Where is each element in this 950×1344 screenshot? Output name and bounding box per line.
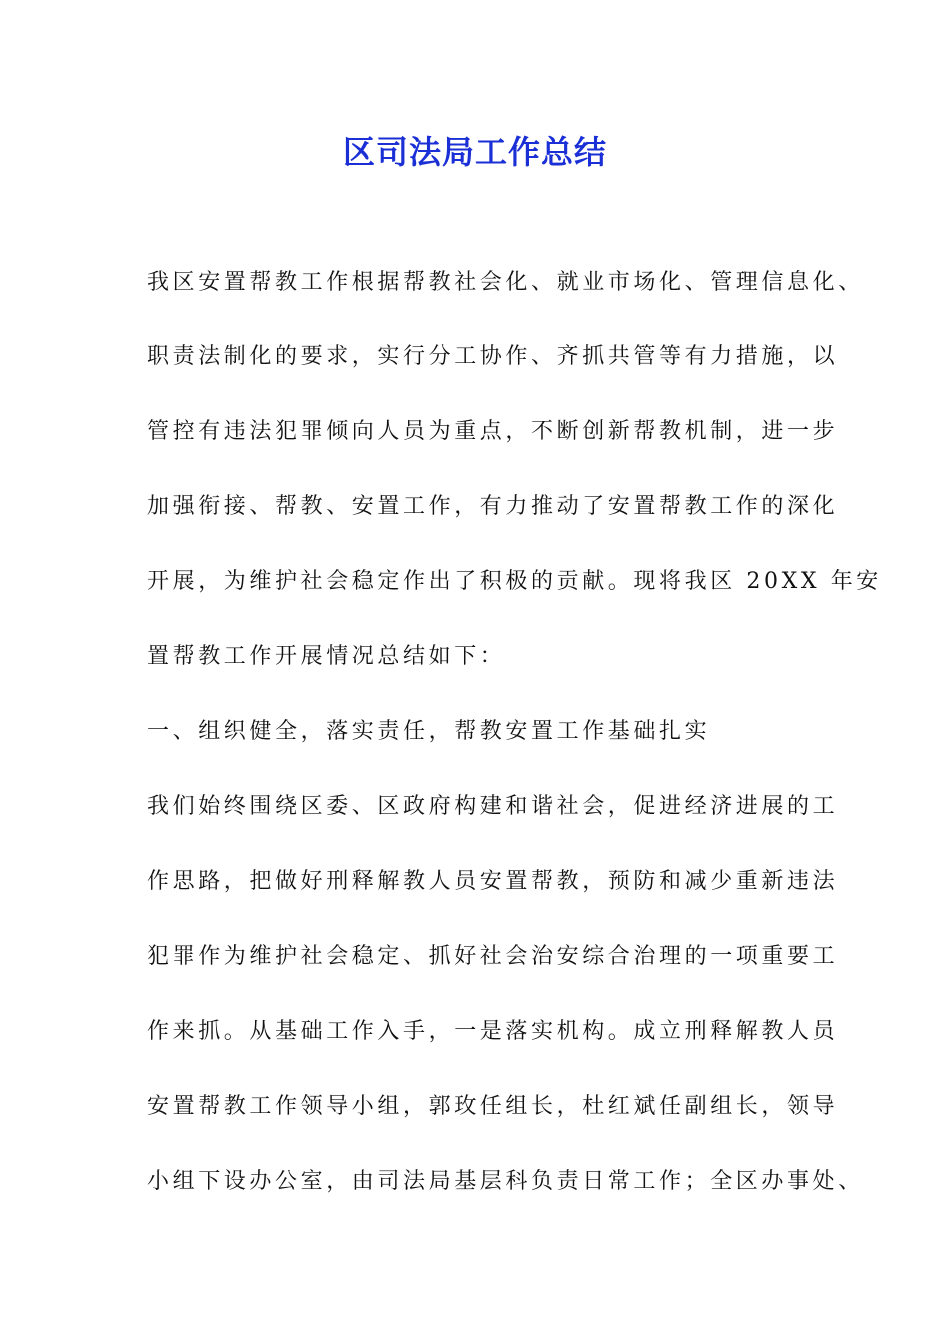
paragraph-line: 加强衔接、帮教、安置工作，有力推动了安置帮教工作的深化 [147,494,839,519]
paragraph-line: 职责法制化的要求，实行分工协作、齐抓共管等有力措施，以 [147,344,839,369]
paragraph-line: 置帮教工作开展情况总结如下： [147,644,506,669]
paragraph-line: 管控有违法犯罪倾向人员为重点，不断创新帮教机制，进一步 [147,419,839,444]
page-title: 区司法局工作总结 [342,133,607,171]
paragraph-line: 开展，为维护社会稳定作出了积极的贡献。现将我区 20XX 年安 [147,569,882,594]
paragraph-line: 我们始终围绕区委、区政府构建和谐社会，促进经济进展的工 [147,794,839,819]
section-heading: 一、组织健全，落实责任，帮教安置工作基础扎实 [147,719,711,744]
paragraph-line: 作思路，把做好刑释解教人员安置帮教，预防和减少重新违法 [147,869,839,894]
paragraph-line: 安置帮教工作领导小组，郭玫任组长，杜红斌任副组长，领导 [147,1094,839,1119]
paragraph-line: 小组下设办公室，由司法局基层科负责日常工作；全区办事处、 [147,1169,864,1194]
paragraph-line: 犯罪作为维护社会稳定、抓好社会治安综合治理的一项重要工 [147,944,839,969]
paragraph-line: 我区安置帮教工作根据帮教社会化、就业市场化、管理信息化、 [147,270,864,295]
paragraph-line: 作来抓。从基础工作入手，一是落实机构。成立刑释解教人员 [147,1019,839,1044]
